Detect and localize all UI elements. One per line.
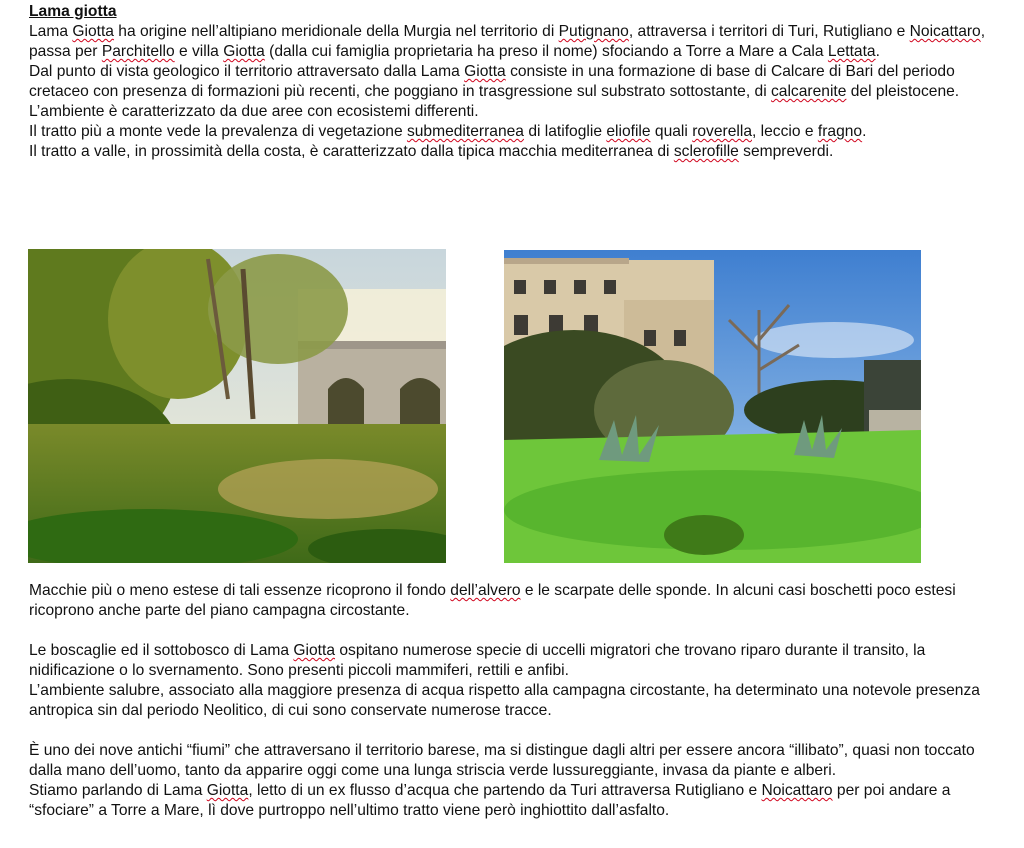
text-run: Il tratto più a monte vede la prevalenza di vegetazione [29, 123, 407, 140]
text-run: , leccio e [752, 123, 818, 140]
misspelled-word: Noicattaro [909, 23, 981, 40]
misspelled-word: eliofile [606, 123, 651, 140]
text-run: L’ambiente salubre, associato alla maggiore presenza di acqua rispetto alla campagna circostante, ha determinato una notevole presenza antropica sin dal periodo Neolitico, di cui sono conservate numerose tracce. [29, 682, 980, 719]
misspelled-word: Noicattaro [761, 782, 833, 799]
misspelled-word: Lettata [827, 43, 876, 60]
document-title: Lama giotta [29, 3, 117, 20]
text-run: Dal punto di vista geologico il territorio attraversato dalla Lama [29, 63, 465, 80]
misspelled-word: Giotta [223, 43, 265, 60]
misspelled-word: calcarenite [771, 83, 847, 100]
text-run: per poi andare a “sfociare” a Torre a Mare, lì dove purtroppo nell’ultimo tratto viene però inghiottito dall’asfalto. [29, 782, 951, 819]
misspelled-word: Giotta [206, 782, 249, 799]
paragraph-spacer [29, 621, 1004, 641]
paragraph [29, 681, 1004, 721]
paragraph [29, 781, 1004, 821]
text-run: quali [650, 123, 693, 140]
misspelled-word: dell’alvero [450, 582, 521, 599]
text-run: e villa [174, 43, 224, 60]
paragraph [29, 142, 1004, 162]
paragraph [29, 741, 1004, 781]
misspelled-word: Giotta [293, 642, 336, 659]
text-run: , letto di un ex flusso d’acqua che partendo da Turi attraversa Rutigliano e [248, 782, 762, 799]
text-run: del pleistocene. [846, 83, 960, 100]
misspelled-word: roverella [692, 123, 752, 140]
misspelled-word: sclerofille [673, 143, 739, 160]
paragraph [29, 62, 1004, 102]
text-run: L’ambiente è caratterizzato da due aree con ecosistemi differenti. [29, 103, 479, 120]
paragraph [29, 581, 1004, 621]
text-run: ospitano numerose specie di uccelli migratori che trovano riparo durante il transito, la nidificazione o lo svernamento. Sono presenti piccoli mammiferi, rettili e anfibi. [29, 642, 926, 679]
misspelled-word: Giotta [464, 63, 506, 80]
photo-lama-aqueduct [28, 249, 446, 563]
text-run: . [875, 43, 880, 60]
paragraph-spacer [29, 721, 1004, 741]
intro-text [29, 22, 1004, 162]
text-run: Le boscaglie ed il sottobosco di Lama [29, 642, 294, 659]
paragraph [29, 22, 1004, 62]
misspelled-word: Parchitello [101, 43, 175, 60]
text-run: Lama [29, 23, 73, 40]
body-text [29, 581, 1004, 821]
text-run: Macchie più o meno estese di tali essenze ricoprono il fondo [29, 582, 451, 599]
text-run: (dalla cui famiglia proprietaria ha preso il nome) sfociando a Torre a Mare a Cala [264, 43, 828, 60]
text-run: , attraversa i territori di Turi, Rutigliano e [628, 23, 910, 40]
text-run: sempreverdi. [738, 143, 834, 160]
paragraph [29, 122, 1004, 142]
misspelled-word: Putignano [558, 23, 629, 40]
text-run: . [862, 123, 867, 140]
text-run: , passa per [29, 23, 986, 60]
paragraph [29, 641, 1004, 681]
text-run: È uno dei nove antichi “fiumi” che attraversano il territorio barese, ma si distingue dagli altri per essere ancora “illibato”, quasi non toccato dalla mano dell’uomo, tanto da apparire oggi come una lunga striscia verde lussureggiante, invasa da piante e alberi. [29, 742, 975, 779]
text-run: di latifoglie [523, 123, 607, 140]
text-run: Stiamo parlando di Lama [29, 782, 207, 799]
misspelled-word: fragno [817, 123, 863, 140]
text-run: consiste in una formazione di base di Calcare di Bari del periodo cretaceo con presenza di formazioni più recenti, che poggiano in trasgressione sul substrato sottostante, di [29, 63, 955, 100]
paragraph [29, 102, 1004, 122]
text-run: ha origine nell’altipiano meridionale della Murgia nel territorio di [113, 23, 559, 40]
text-run: e le scarpate delle sponde. In alcuni casi boschetti poco estesi ricoprono anche parte del piano campagna circostante. [29, 582, 956, 619]
text-run: Il tratto a valle, in prossimità della costa, è caratterizzato dalla tipica macchia mediterranea di [29, 143, 674, 160]
misspelled-word: Giotta [72, 23, 114, 40]
misspelled-word: submediterranea [406, 123, 524, 140]
photo-villa-garden [504, 250, 921, 563]
